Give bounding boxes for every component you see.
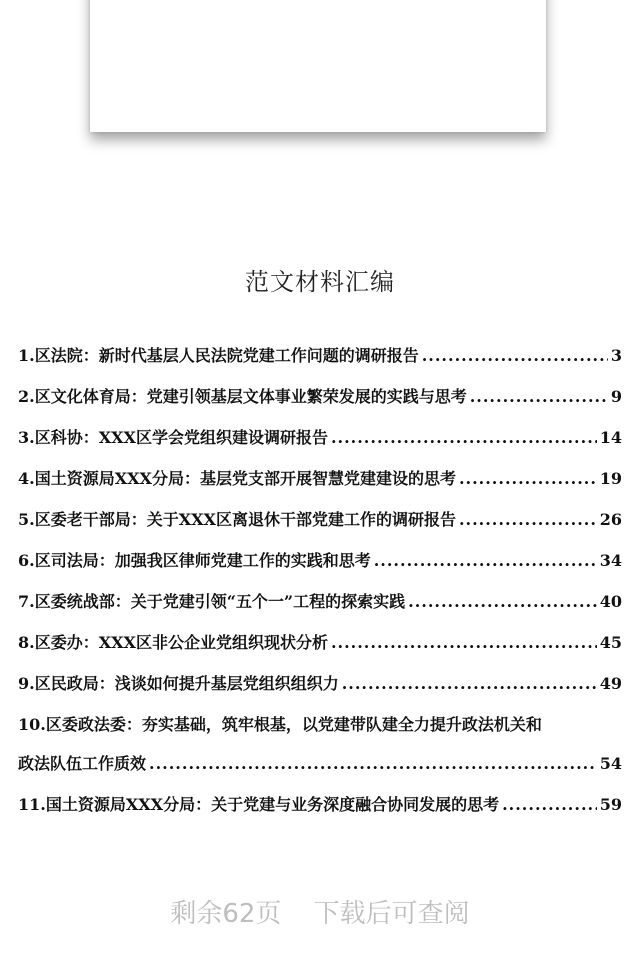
toc-page-number: 9 <box>610 387 622 406</box>
toc-entry-text: 6.区司法局：加强我区律师党建工作的实践和思考 <box>18 551 371 570</box>
toc-leader-dots <box>408 592 597 612</box>
toc-leader-dots <box>331 428 597 448</box>
toc-entry-text: 2.区文化体育局：党建引领基层文体事业繁荣发展的实践与思考 <box>18 387 467 406</box>
toc-entry-11[interactable] <box>18 795 622 815</box>
toc-page-number: 54 <box>599 754 622 773</box>
toc-entry-2[interactable] <box>18 387 622 407</box>
toc-page-number: 3 <box>610 346 622 365</box>
toc-entry-text: 9.区民政局：浅谈如何提升基层党组织组织力 <box>18 674 339 693</box>
toc-leader-dots <box>374 551 597 571</box>
toc-entry-1[interactable] <box>18 346 622 366</box>
toc-entry-9[interactable] <box>18 674 622 694</box>
toc-entry-7[interactable] <box>18 592 622 612</box>
table-of-contents <box>18 346 622 836</box>
document-title: 范文材料汇编 <box>245 268 395 296</box>
toc-page-number: 59 <box>599 795 622 814</box>
download-prompt[interactable] <box>0 893 640 930</box>
toc-entry-text: 1.区法院：新时代基层人民法院党建工作问题的调研报告 <box>18 346 419 365</box>
toc-leader-dots <box>331 633 597 653</box>
toc-entry-text: 4.国土资源局XXX分局：基层党支部开展智慧党建建设的思考 <box>18 469 456 488</box>
toc-page-number: 34 <box>599 551 622 570</box>
toc-entry-text: 7.区委统战部：关于党建引领“五个一”工程的探索实践 <box>18 592 406 611</box>
toc-leader-dots <box>459 469 597 489</box>
toc-entry-6[interactable] <box>18 551 622 571</box>
toc-leader-dots <box>342 674 597 694</box>
toc-page-number: 19 <box>599 469 622 488</box>
toc-entry-text-line2: 政法队伍工作质效 <box>18 754 147 773</box>
toc-leader-dots <box>502 795 597 815</box>
toc-leader-dots <box>459 510 597 530</box>
toc-entry-text: 10.区委政法委：夯实基础，筑牢根基，以党建带队建全力提升政法机关和 <box>18 715 542 734</box>
toc-entry-text: 11.国土资源局XXX分局：关于党建与业务深度融合协同发展的思考 <box>18 795 500 814</box>
remaining-pages-label: 剩余62页 <box>170 899 282 929</box>
toc-leader-dots <box>149 754 597 774</box>
toc-entry-text: 5.区委老干部局：关于XXX区离退休干部党建工作的调研报告 <box>18 510 456 529</box>
toc-entry-3[interactable] <box>18 428 622 448</box>
toc-entry-4[interactable] <box>18 469 622 489</box>
download-to-view-label: 下载后可查阅 <box>313 899 470 929</box>
previous-page-preview <box>90 0 546 132</box>
toc-page-number: 45 <box>599 633 622 652</box>
toc-leader-dots <box>422 346 608 366</box>
toc-entry-5[interactable] <box>18 510 622 530</box>
toc-entry-8[interactable] <box>18 633 622 653</box>
toc-entry-text: 8.区委办：XXX区非公企业党组织现状分析 <box>18 633 328 652</box>
toc-page-number: 49 <box>599 674 622 693</box>
toc-entry-continuation <box>18 754 622 774</box>
toc-page-number: 14 <box>599 428 622 447</box>
toc-page-number: 26 <box>599 510 622 529</box>
toc-entry-10[interactable] <box>18 715 622 774</box>
toc-page-number: 40 <box>599 592 622 611</box>
toc-entry-text: 3.区科协：XXX区学会党组织建设调研报告 <box>18 428 328 447</box>
toc-leader-dots <box>470 387 608 407</box>
